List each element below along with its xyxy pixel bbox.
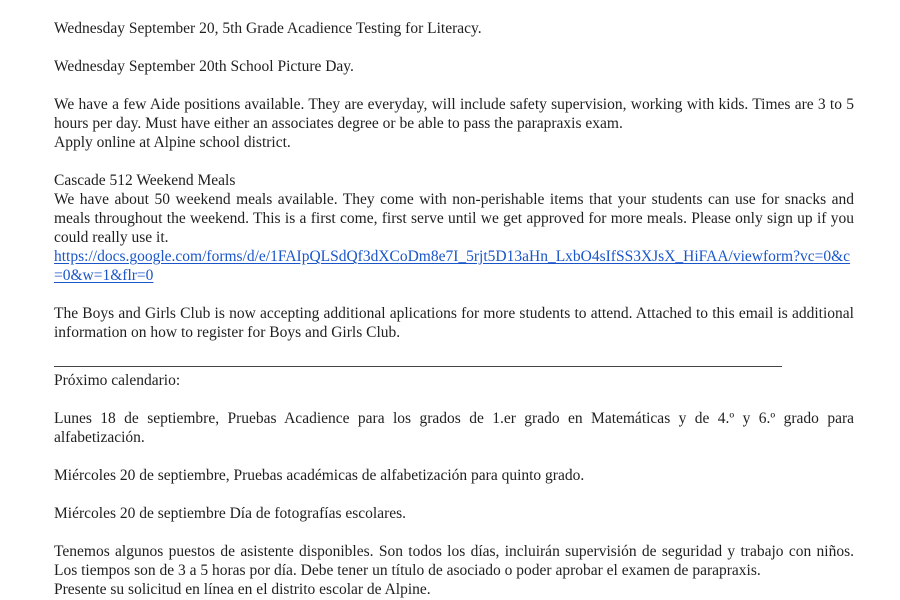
spanish-monday-testing: Lunes 18 de septiembre, Pruebas Acadience para los grados de 1.er grado en Matemáticas y de 4.º y 6.º grado para alfabetización. [54, 410, 854, 446]
weekend-meals-body: We have about 50 weekend meals available. They come with non-perishable items that your students can use for snacks and meals throughout the weekend. This is a first come, first serve until we get approved for more meals. Please only sign up if you could really use it. [54, 191, 854, 246]
paragraph-gap [54, 447, 854, 466]
picture-day-notice: Wednesday September 20th School Picture Day. [54, 58, 354, 75]
spanish-calendar-heading: Próximo calendario: [54, 372, 181, 389]
paragraph-gap [54, 76, 854, 95]
section-divider [54, 366, 782, 367]
paragraph-gap [54, 485, 854, 504]
boys-girls-club-notice: The Boys and Girls Club is now accepting additional aplications for more students to attend. Attached to this email is additional information on how to register for Boys and Girls Club. [54, 305, 854, 341]
weekend-meals-link-line [54, 247, 854, 285]
paragraph-gap [54, 152, 854, 171]
paragraph-gap [54, 390, 854, 409]
spanish-aide-positions: Tenemos algunos puestos de asistente disponibles. Son todos los días, incluirán supervisión de seguridad y trabajo con niños. Los tiempos son de 3 a 5 horas por día. Debe tener un título de asociado o poder aprobar el examen de parapraxis. [54, 543, 854, 579]
paragraph-gap [54, 38, 854, 57]
aide-positions-notice: We have a few Aide positions available. They are everyday, will include safety supervision, working with kids. Times are 3 to 5 hours per day. Must have either an associates degree or be able to pass the parapraxis exam. [54, 96, 854, 132]
spanish-wednesday-testing: Miércoles 20 de septiembre, Pruebas académicas de alfabetización para quinto grado. [54, 467, 585, 484]
apply-online-notice: Apply online at Alpine school district. [54, 134, 291, 151]
paragraph-gap [54, 285, 854, 304]
newsletter-page [54, 0, 854, 599]
spanish-picture-day: Miércoles 20 de septiembre Día de fotografías escolares. [54, 505, 407, 522]
spanish-apply-online: Presente su solicitud en línea en el distrito escolar de Alpine. [54, 581, 431, 598]
literacy-testing-notice: Wednesday September 20, 5th Grade Acadience Testing for Literacy. [54, 20, 482, 37]
weekend-meals-title: Cascade 512 Weekend Meals [54, 172, 236, 189]
weekend-meals-form-link[interactable]: https://docs.google.com/forms/d/e/1FAIpQLSdQf3dXCoDm8e7I_5rjt5D13aHn_LxbO4sIfSS3XJsX_HiFAA/viewform?vc=0&c=0&w=1&flr=0 [54, 248, 851, 284]
paragraph-gap [54, 523, 854, 542]
